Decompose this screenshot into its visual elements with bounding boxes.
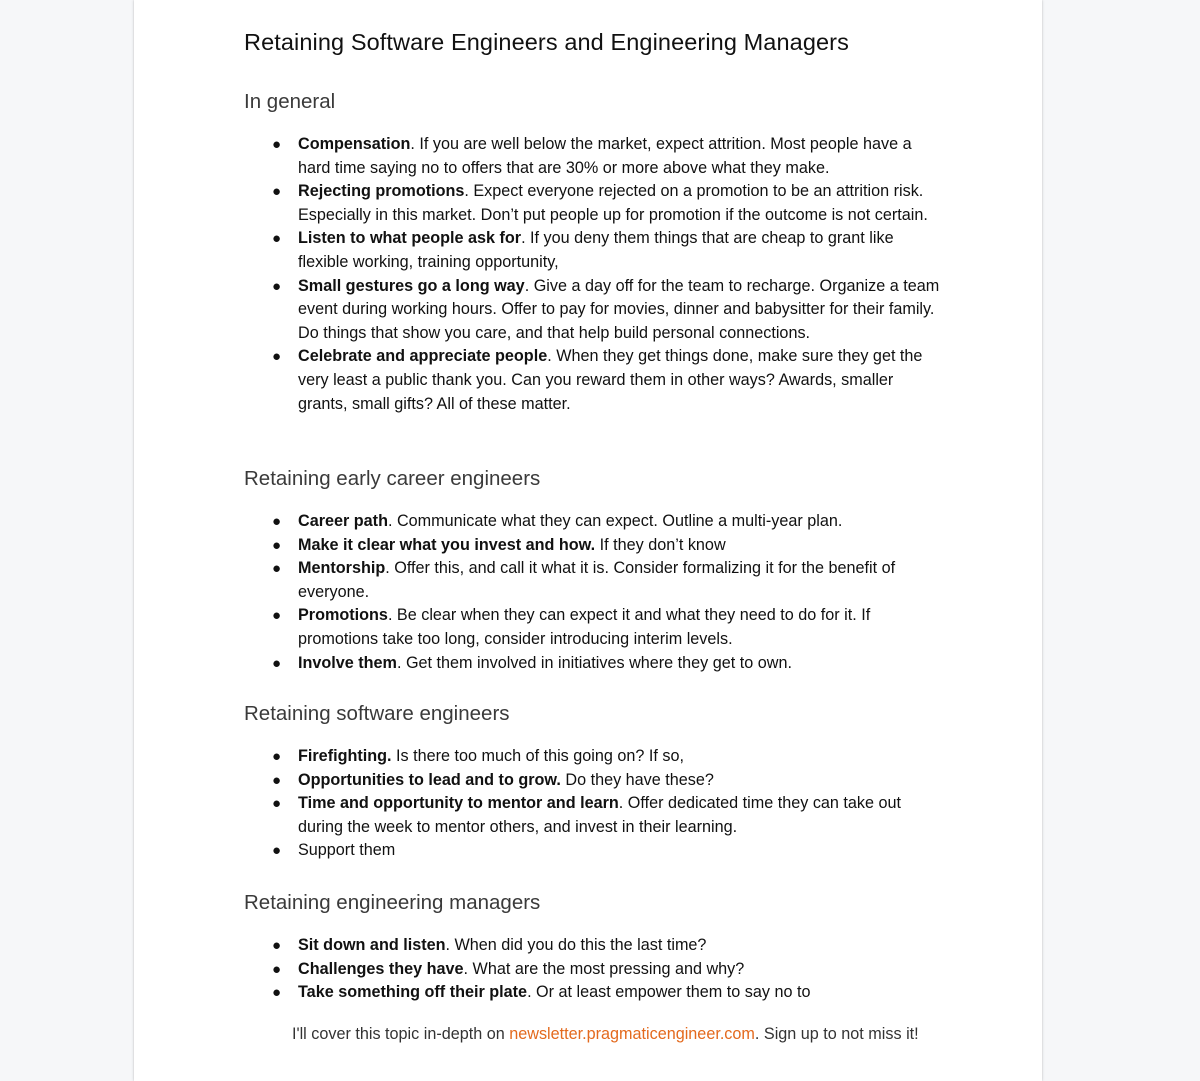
- bullet-icon: ●: [272, 795, 282, 813]
- list-item: [244, 934, 944, 958]
- list-item-bold-lead: Rejecting promotions: [298, 182, 465, 201]
- list-item-bold-lead: Small gestures go a long way: [298, 276, 525, 295]
- list-item-text: Do they have these?: [560, 770, 714, 789]
- bullet-icon: ●: [272, 183, 282, 201]
- bullet-icon: ●: [272, 842, 282, 860]
- list-item: [244, 227, 944, 274]
- list-item: [244, 557, 944, 604]
- list-item-text: . Or at least empower them to say no to: [527, 983, 811, 1002]
- bullet-icon: ●: [272, 560, 282, 578]
- list-item: [244, 510, 944, 534]
- list-item-text: If they don’t know: [595, 535, 726, 554]
- list-item: [244, 839, 944, 863]
- bullet-list-software-engineers: [244, 745, 944, 863]
- list-item-text: Is there too much of this going on? If so,: [391, 747, 684, 765]
- list-item-bold-lead: Compensation: [298, 135, 411, 153]
- list-item-bold-lead: Challenges they have: [298, 959, 464, 978]
- list-item: [244, 180, 944, 227]
- list-item: [244, 958, 944, 982]
- list-item-bold-lead: Time and opportunity to mentor and learn: [298, 794, 619, 813]
- bullet-icon: ●: [272, 748, 282, 765]
- list-item-text: . Expect everyone rejected on a promotion to be an attrition risk. Especially in this market. Don’t put people up for promotion if the outcome is not certain.: [298, 182, 928, 224]
- list-item-text: . What are the most pressing and why?: [463, 959, 745, 978]
- bullet-list-general: [244, 133, 944, 416]
- list-item: [244, 275, 944, 346]
- list-item: [244, 981, 944, 1005]
- list-item-text: Support them: [298, 841, 396, 860]
- list-item-text: . When did you do this the last time?: [445, 936, 707, 954]
- list-item: [244, 133, 944, 180]
- footer-prefix: I'll cover this topic in-depth on: [292, 1025, 510, 1043]
- bullet-icon: ●: [272, 984, 282, 1002]
- list-item-bold-lead: Make it clear what you invest and how.: [298, 535, 596, 554]
- list-item-bold-lead: Listen to what people ask for: [298, 229, 522, 248]
- bullet-icon: ●: [272, 277, 282, 295]
- list-item: [244, 792, 944, 839]
- list-item: [244, 652, 944, 676]
- list-item: [244, 769, 944, 793]
- list-item-bold-lead: Take something off their plate: [298, 983, 528, 1002]
- list-item-text: . Give a day off for the team to recharge. Organize a team event during working hours. Offer to pay for movies, dinner and babysitter for their family. Do things that show you care, and that help build personal connections.: [298, 276, 940, 342]
- bullet-icon: ●: [272, 536, 282, 554]
- section-heading-software-engineers: Retaining software engineers: [244, 702, 510, 725]
- document-title: Retaining Software Engineers and Engineering Managers: [244, 29, 849, 55]
- list-item-text: . Communicate what they can expect. Outline a multi-year plan.: [387, 512, 843, 530]
- list-item-text: . Offer this, and call it what it is. Consider formalizing it for the benefit of everyone.: [298, 559, 896, 601]
- list-item-bold-lead: Promotions: [298, 606, 388, 625]
- bullet-icon: ●: [272, 771, 282, 789]
- bullet-icon: ●: [272, 513, 282, 530]
- bullet-icon: ●: [272, 654, 282, 672]
- list-item-text: . If you are well below the market, expect attrition. Most people have a hard time saying no to offers that are 30% or more above what they make.: [298, 135, 912, 177]
- bullet-list-engineering-managers: [244, 934, 944, 1005]
- list-item-text: . If you deny them things that are cheap to grant like flexible working, training opportunity,: [298, 229, 894, 271]
- section-heading-early-career: Retaining early career engineers: [244, 467, 541, 490]
- list-item: [244, 745, 944, 769]
- list-item-bold-lead: Career path: [298, 512, 388, 530]
- bullet-icon: ●: [272, 960, 282, 978]
- document-page: [134, 0, 1042, 1081]
- list-item-bold-lead: Firefighting.: [298, 747, 392, 765]
- footer-note: [292, 1025, 919, 1044]
- list-item-bold-lead: Involve them: [298, 653, 397, 672]
- list-item-text: . Offer dedicated time they can take out during the week to mentor others, and invest in their learning.: [298, 794, 902, 836]
- bullet-list-early-career: [244, 510, 944, 675]
- list-item: [244, 345, 944, 416]
- section-heading-engineering-managers: Retaining engineering managers: [244, 891, 541, 914]
- bullet-icon: ●: [272, 230, 282, 248]
- bullet-icon: ●: [272, 937, 282, 954]
- list-item-text: . Get them involved in initiatives where they get to own.: [396, 653, 792, 672]
- list-item-text: . When they get things done, make sure they get the very least a public thank you. Can you reward them in other ways? Awards, smaller grants, small gifts? All of these matter.: [298, 347, 923, 413]
- list-item-text: . Be clear when they can expect it and what they need to do for it. If promotions take too long, consider introducing interim levels.: [298, 606, 871, 648]
- list-item: [244, 604, 944, 651]
- list-item: [244, 534, 944, 558]
- list-item-bold-lead: Mentorship: [298, 559, 386, 578]
- bullet-icon: ●: [272, 348, 282, 366]
- section-heading-general: In general: [244, 90, 336, 113]
- bullet-icon: ●: [272, 607, 282, 625]
- list-item-bold-lead: Celebrate and appreciate people: [298, 347, 548, 366]
- footer-suffix: . Sign up to not miss it!: [754, 1025, 919, 1043]
- list-item-bold-lead: Sit down and listen: [298, 936, 446, 954]
- newsletter-link[interactable]: newsletter.pragmaticengineer.com: [509, 1025, 755, 1043]
- list-item-bold-lead: Opportunities to lead and to grow.: [298, 770, 561, 789]
- bullet-icon: ●: [272, 136, 282, 153]
